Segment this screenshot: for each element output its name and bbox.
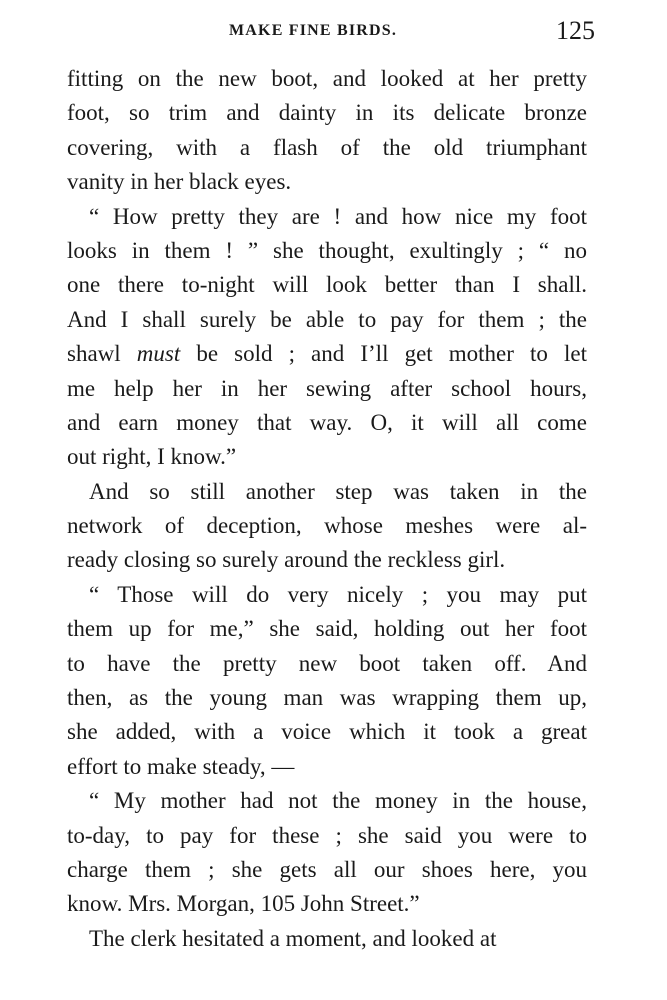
text-line: them up for me,” she said, holding out her foot [67,616,587,642]
text-fragment: shawl [67,341,137,367]
text-line: “ Those will do very nicely ; you may put [89,581,587,607]
text-line: fitting on the new boot, and looked at her pretty [67,66,587,91]
text-line: out right, I know.” [67,444,237,470]
text-line: me help her in her sewing after school hours, [67,375,587,401]
body-text [67,62,587,956]
text-line: know. Mrs. Morgan, 105 John Street.” [67,891,420,917]
page-number: 125 [556,16,595,45]
text-line [67,337,587,371]
text-line: charge them ; she gets all our shoes here, you [67,856,587,882]
text-line: And so still another step was taken in the [89,478,587,504]
running-header [0,14,667,48]
text-line: she added, with a voice which it took a great [67,719,587,745]
text-line: foot, so trim and dainty in its delicate bronze [67,100,587,126]
running-title: MAKE FINE BIRDS. [229,22,398,39]
text-line: one there to-night will look better than I shall. [67,272,587,298]
text-line: “ My mother had not the money in the house, [89,788,587,814]
text-line: “ How pretty they are ! and how nice my foot [89,203,587,229]
text-line: network of deception, whose meshes were al- [67,513,587,539]
text-line: looks in them ! ” she thought, exultingly ; “ no [67,237,587,263]
text-line: ready closing so surely around the reckless girl. [67,547,506,573]
text-line: And I shall surely be able to pay for them ; the [67,306,587,332]
text-line: covering, with a flash of the old triumphant [67,134,587,160]
text-line: and earn money that way. O, it will all come [67,409,587,435]
text-line: then, as the young man was wrapping them up, [67,685,587,711]
emphasized-word: must [136,341,181,367]
text-line: The clerk hesitated a moment, and looked at [89,925,497,951]
text-line: vanity in her black eyes. [67,169,292,195]
text-line: to have the pretty new boot taken off. And [67,650,587,676]
text-line: effort to make steady, — [67,753,295,779]
text-line: to-day, to pay for these ; she said you were to [67,822,587,848]
text-fragment: be sold ; and I’ll get mother to let [180,341,587,367]
